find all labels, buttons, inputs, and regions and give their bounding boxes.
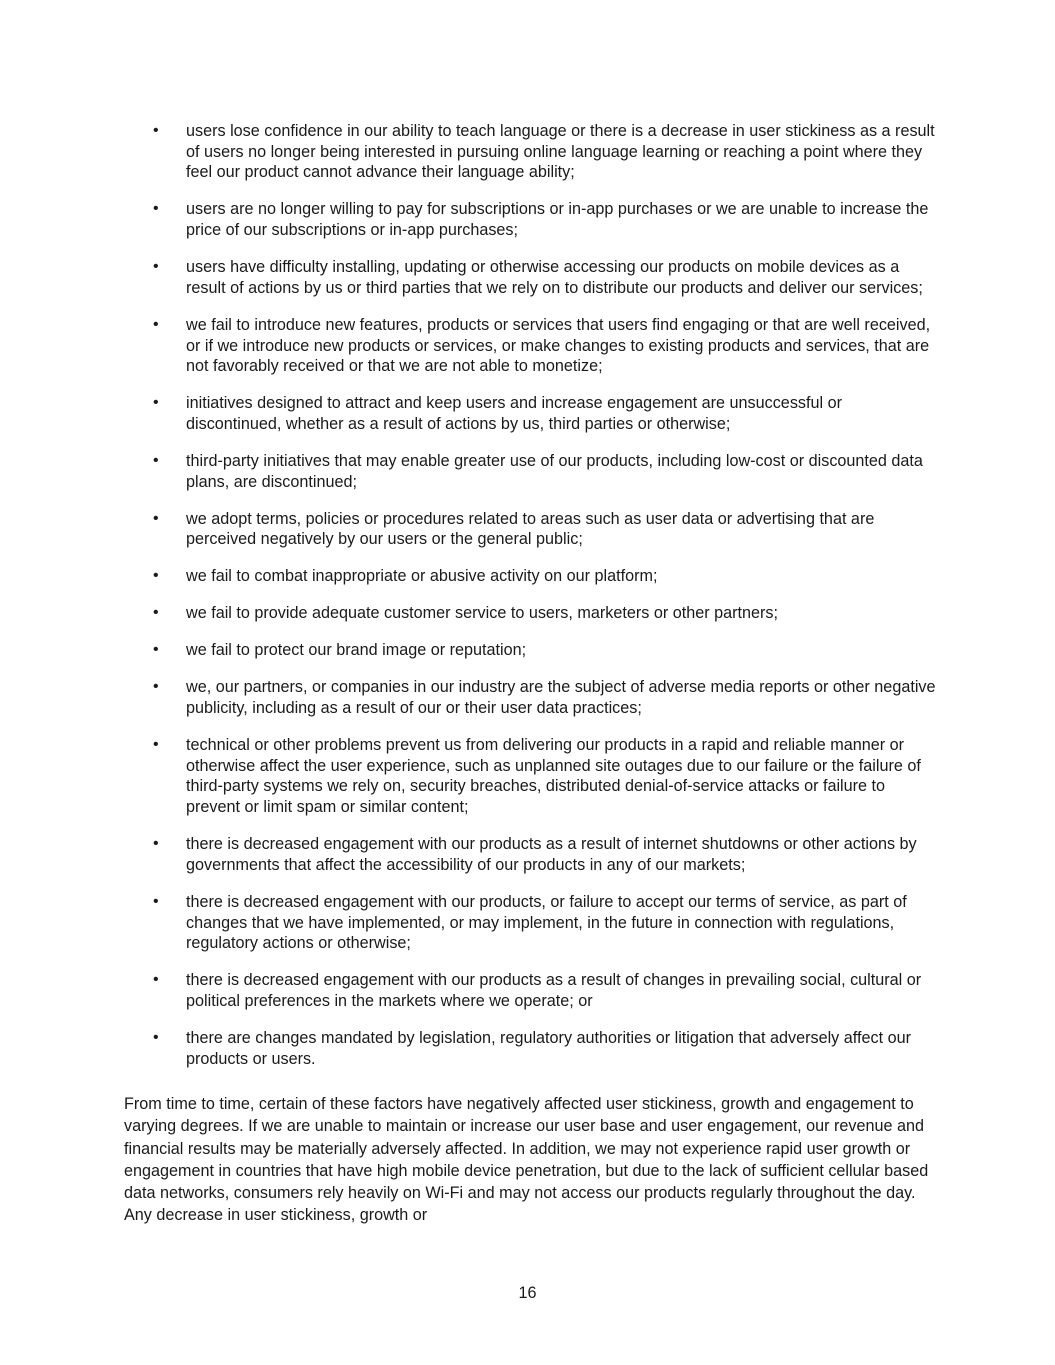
bullet-marker: •	[153, 678, 159, 696]
bullet-text: there is decreased engagement with our products, or failure to accept our terms of service, as part of changes that we have implemented, or may implement, in the future in connection with regulations, regulatory actions or otherwise;	[186, 892, 907, 953]
bullet-marker: •	[153, 736, 159, 754]
bullet-item	[124, 970, 936, 1011]
body-paragraph: From time to time, certain of these factors have negatively affected user stickiness, growth and engagement to varying degrees. If we are unable to maintain or increase our user base and user engagement, our revenue and financial results may be materially adversely affected. In addition, we may not experience rapid user growth or engagement in countries that have high mobile device penetration, but due to the lack of sufficient cellular based data networks, consumers rely heavily on Wi-Fi and may not access our products regularly throughout the day. Any decrease in user stickiness, growth or	[124, 1095, 929, 1225]
bullet-text: we fail to provide adequate customer service to users, marketers or other partners;	[186, 604, 779, 623]
bullet-text: third-party initiatives that may enable greater use of our products, including low-cost or discounted data plans, are discontinued;	[186, 451, 923, 491]
page-number: 16	[518, 1284, 537, 1302]
bullet-item	[124, 566, 936, 587]
bullet-marker: •	[153, 394, 159, 412]
bullet-item	[124, 199, 936, 240]
bullet-marker: •	[153, 835, 159, 853]
bullet-marker: •	[153, 567, 159, 585]
bullet-text: we fail to introduce new features, products or services that users find engaging or that are well received, or if we introduce new products or services, or make changes to existing products and services, that are not favorably received or that we are not able to monetize;	[186, 315, 931, 376]
bullet-text: we fail to protect our brand image or reputation;	[186, 641, 527, 660]
bullet-item	[124, 1028, 936, 1069]
bullet-marker: •	[153, 315, 159, 333]
bullet-item	[124, 677, 936, 718]
bullet-text: technical or other problems prevent us from delivering our products in a rapid and reliable manner or otherwise affect the user experience, such as unplanned site outages due to our failure or the failure of third-party systems we rely on, security breaches, distributed denial-of-service attacks or failure to prevent or limit spam or similar content;	[186, 736, 921, 817]
bullet-item	[124, 315, 936, 377]
risk-factor-bullet-list	[124, 121, 936, 1086]
bullet-marker: •	[153, 1028, 159, 1046]
bullet-item	[124, 603, 936, 624]
bullet-item	[124, 735, 936, 818]
bullet-item	[124, 892, 936, 954]
bullet-item	[124, 509, 936, 550]
bullet-item	[124, 121, 936, 183]
bullet-text: users lose confidence in our ability to teach language or there is a decrease in user stickiness as a result of users no longer being interested in pursuing online language learning or reaching a point where they feel our product cannot advance their language ability;	[186, 122, 935, 182]
bullet-item	[124, 640, 936, 661]
bullet-item	[124, 451, 936, 492]
bullet-marker: •	[153, 200, 159, 218]
bullet-marker: •	[153, 451, 159, 469]
bullet-marker: •	[153, 122, 159, 139]
bullet-text: there is decreased engagement with our products as a result of internet shutdowns or other actions by governments that affect the accessibility of our products in any of our markets;	[186, 835, 917, 874]
bullet-marker: •	[153, 604, 159, 622]
bullet-marker: •	[153, 641, 159, 659]
bullet-marker: •	[153, 971, 159, 989]
bullet-item	[124, 834, 936, 875]
bullet-text: we adopt terms, policies or procedures related to areas such as user data or advertising that are perceived negatively by our users or the general public;	[186, 509, 875, 549]
bullet-item	[124, 393, 936, 434]
bullet-marker: •	[153, 258, 159, 276]
bullet-text: users have difficulty installing, updating or otherwise accessing our products on mobile devices as a result of actions by us or third parties that we rely on to distribute our products and deliver our services;	[186, 258, 923, 297]
bullet-text: there is decreased engagement with our products as a result of changes in prevailing social, cultural or political preferences in the markets where we operate; or	[186, 971, 922, 1010]
bullet-item	[124, 257, 936, 298]
bullet-text: there are changes mandated by legislation, regulatory authorities or litigation that adversely affect our products or users.	[186, 1028, 911, 1068]
bullet-marker: •	[153, 509, 159, 527]
bullet-text: initiatives designed to attract and keep users and increase engagement are unsuccessful or discontinued, whether as a result of actions by us, third parties or otherwise;	[186, 394, 842, 433]
bullet-text: we, our partners, or companies in our industry are the subject of adverse media reports or other negative publicity, including as a result of our or their user data practices;	[186, 678, 936, 718]
bullet-text: we fail to combat inappropriate or abusive activity on our platform;	[186, 567, 658, 586]
bullet-marker: •	[153, 892, 159, 910]
bullet-text: users are no longer willing to pay for subscriptions or in-app purchases or we are unable to increase the price of our subscriptions or in-app purchases;	[186, 200, 929, 240]
